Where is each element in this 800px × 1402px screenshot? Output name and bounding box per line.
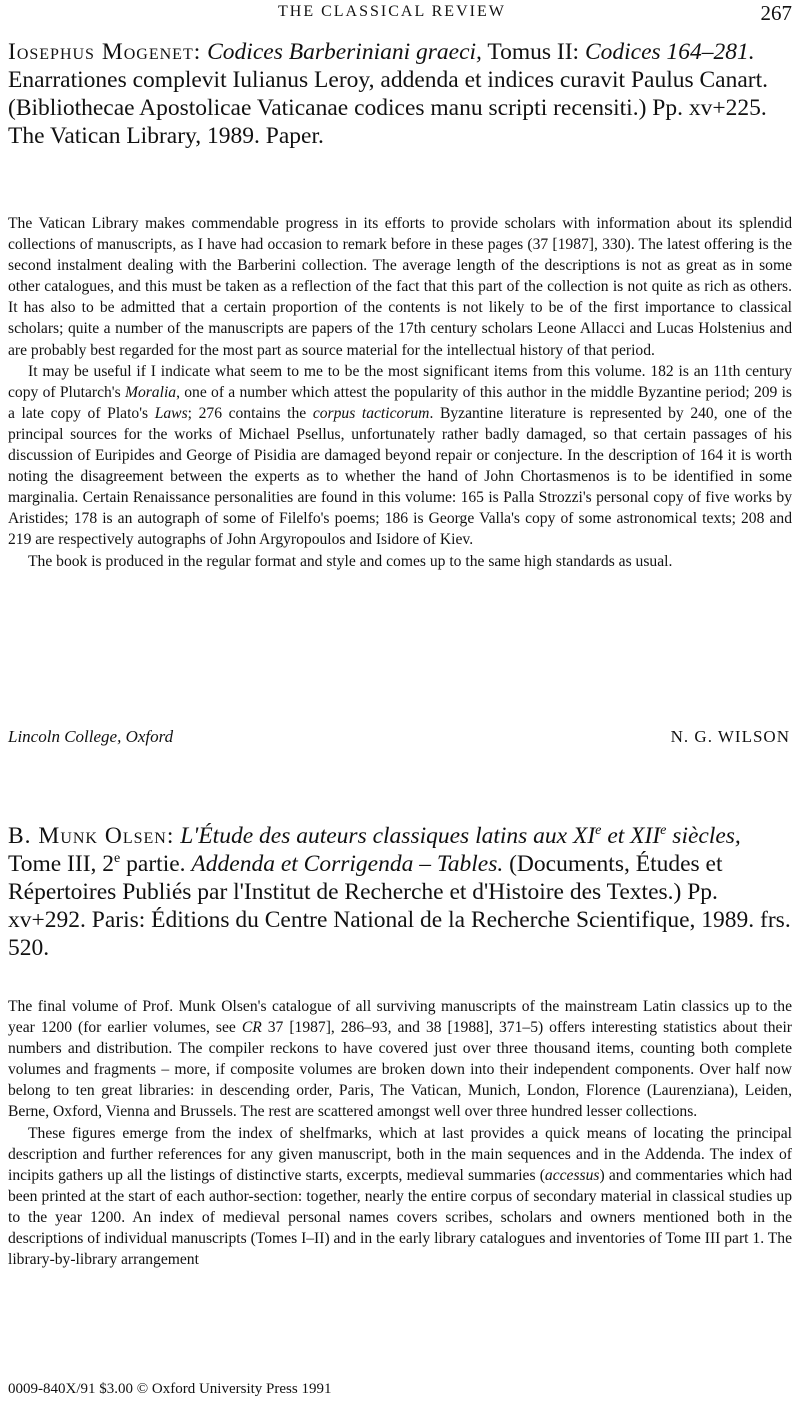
text-run: L'Étude des auteurs classiques latins aux XI [180,823,596,849]
text-run: 37 [1987], 286–93, and 38 [1988], 371–5) offers interesting statistics about their numbers and distribution. The compiler reckons to have covered just over three thousand items, counting both complete volumes and fragments – more, if composite volumes are broken down into their independent components. Over half now belong to ten great libraries: in descending order, Paris, The Vatican, Munich, London, Florence (Laurenziana), Leiden, Berne, Oxford, Vienna and Brussels. The rest are scattered amongst well over three hundred lesser collections. [8,1019,792,1121]
text-run: ; 276 contains the [187,404,313,422]
review2-author: B. Munk Olsen: [8,823,175,849]
review1-author: Iosephus Mogenet: [8,39,202,65]
italic-term: accessus [544,1166,600,1184]
review1-heading [8,38,792,150]
review1-paragraph-2 [8,361,792,551]
review2-subtitle: Addenda et Corrigenda – Tables. [191,851,504,877]
text-run: , one of a number which attest the popularity of this author in the middle Byzantine period; 209 is a late copy of Plato's [8,383,793,422]
review2-heading [8,822,792,962]
page-number: 267 [760,1,792,25]
review1-signature [8,727,792,749]
review1-details: Enarrationes complevit Iulianus Leroy, addenda et indices curavit Paulus Canart. (Bibliothecae Apostolicae Vaticanae codices manu scripti recensiti.) Pp. xv+225. The Vatican Library, 1989. Paper. [8,67,769,149]
text-run: . Byzantine literature is represented by 240, one of the principal sources for the works of Michael Psellus, unfortunately rather badly damaged, so that certain passages of his discussion of Euripides and George of Pisidia are damaged beyond repair or conjecture. In the description of 164 it is worth noting the disagreement between the experts as to whether the hand of John Chortasmenos is to be identified in some marginalia. Certain Renaissance personalities are found in this volume: 165 is Palla Strozzi's personal copy of five works by Aristides; 178 is an autograph of some of Filelfo's poems; 186 is George Valla's copy of some astronomical texts; 208 and 219 are respectively autographs of John Argyropoulos and Isidore of Kiev. [8,404,793,549]
italic-title: corpus tacticorum [312,404,430,422]
journal-title: THE CLASSICAL REVIEW [278,3,506,20]
review1-book-title: Codices Barberiniani graeci, [207,39,482,65]
review2-paragraph-2 [8,1123,792,1271]
review1-paragraph-1: The Vatican Library makes commendable progress in its efforts to provide scholars with information about its splendid collections of manuscripts, as I have had occasion to remark before in these pages (37 [1987], 330). The latest offering is the second instalment dealing with the Barberini collection. The average length of the descriptions is not as great as in some other catalogues, and this must be taken as a reflection of the fact that this part of the collection is not quite as rich as others. It has also to be admitted that a certain proportion of the contents is not likely to be of the first importance to classical scholars; quite a number of the manuscripts are papers of the 17th century scholars Leone Allacci and Lucas Holstenius and are probably best regarded for the most part as source material for the intellectual history of that period. [8,215,792,359]
copyright-footer: 0009-840X/91 $3.00 © Oxford University Press 1991 [8,1381,332,1397]
superscript: e [114,850,121,867]
reviewer-name: N. G. WILSON [670,727,790,746]
review1-subtitle: Codices 164–281. [584,39,755,65]
italic-title: Moralia [124,383,177,401]
superscript: e [660,822,667,839]
text-run: et XII [601,823,661,849]
italic-title: Laws [154,404,188,422]
text-run: ) and commentaries which had been printed at the start of each author-section: together, nearly the entire corpus of secondary material in classical studies up to the year 1200. An index of medieval personal names covers scribes, scholars and owners mentioned both in the descriptions of individual manuscripts (Tomes I–II) and in the early library catalogues and inventories of Tome III part 1. The library-by-library arrangement [8,1166,792,1269]
text-run: It may be useful if I indicate what seem to me to be the most significant items from this volume. 182 is an 11th century copy of Plutarch's [8,362,792,401]
review2-volume [8,851,186,877]
superscript: e [595,822,602,839]
text-run: The final volume of Prof. Munk Olsen's catalogue of all surviving manuscripts of the mainstream Latin classics up to the year 1200 (for earlier volumes, see [8,998,792,1037]
text-run: partie. [120,851,186,877]
review2-details: (Documents, Études et Répertoires Publiés par l'Institut de Recherche et d'Histoire des Textes.) Pp. xv+292. Paris: Éditions du Centre National de la Recherche Scientifique, 1989. frs. 520. [8,851,791,961]
review1-volume: Tomus II: [487,39,580,65]
text-run: siècles, [666,823,741,849]
review2-body [8,996,792,1270]
text-run: These figures emerge from the index of shelfmarks, which at last provides a quick means of locating the principal description and further references for any given manuscript, both in the main sequences and in the Addenda. The index of incipits gathers up all the listings of distinctive starts, excerpts, medieval summaries ( [8,1124,792,1184]
text-run: Tome III, 2 [8,851,115,877]
review1-paragraph-3: The book is produced in the regular format and style and comes up to the same high standards as usual. [28,552,673,570]
review2-paragraph-1 [8,996,792,1123]
italic-abbrev: CR [241,1019,262,1037]
running-head [8,3,792,25]
reviewer-affiliation: Lincoln College, Oxford [8,727,174,746]
review1-body [8,213,792,572]
review2-book-title [180,823,741,849]
